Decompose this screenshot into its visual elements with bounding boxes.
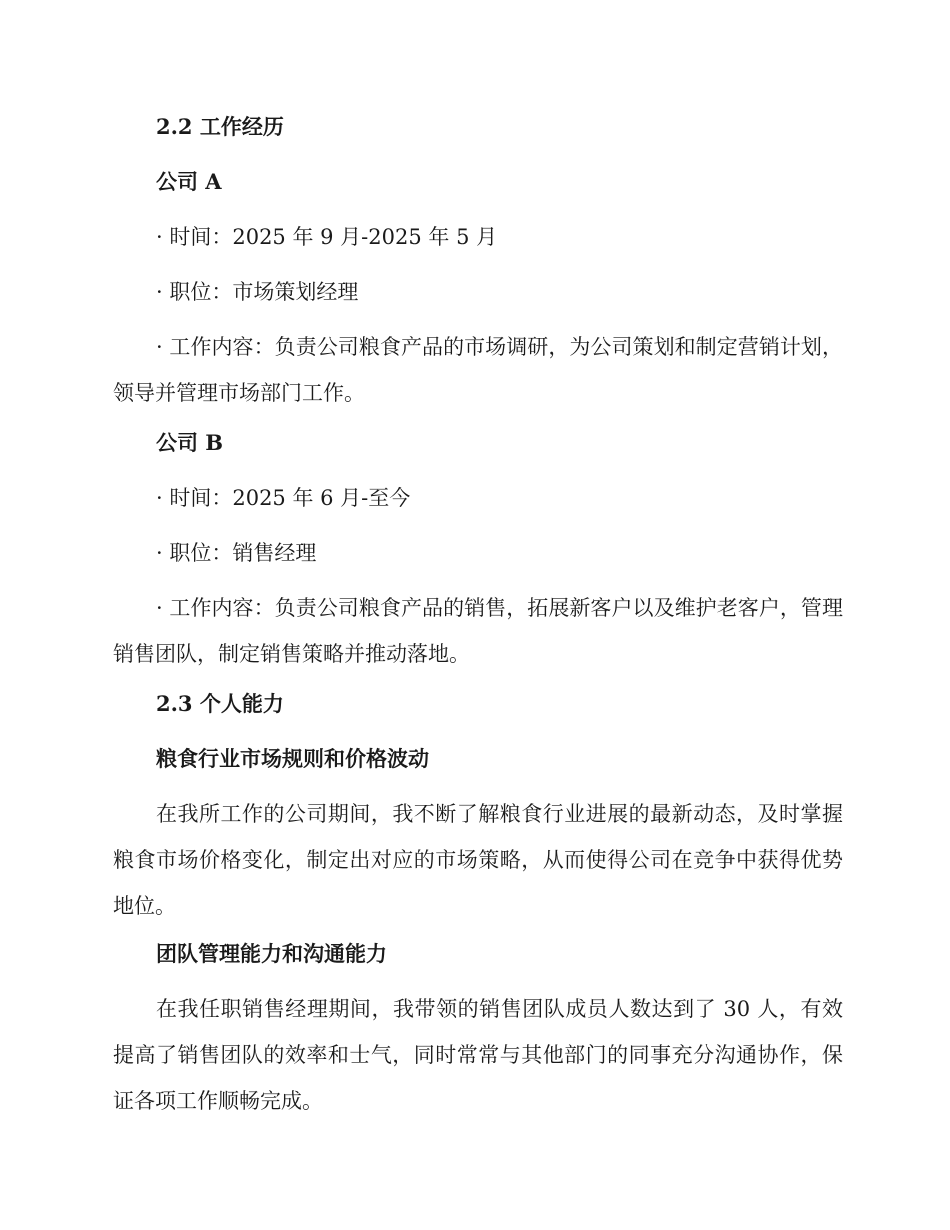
company-b-time: · 时间：2025 年 6 月-至今 [156, 486, 411, 510]
section-title-abilities: 2.3 个人能力 [156, 691, 284, 716]
section-title-experience: 2.2 工作经历 [156, 114, 284, 139]
company-a-position: · 职位：市场策划经理 [156, 280, 359, 304]
ability-text-team: 在我任职销售经理期间，我带领的销售团队成员人数达到了 30 人，有效提高了销售团队的效率和士气，同时常常与其他部门的同事充分沟通协作，保证各项工作顺畅完成。 [113, 997, 843, 1113]
company-a-name: 公司 A [156, 169, 222, 194]
company-b-name: 公司 B [156, 430, 224, 455]
company-a-duties: · 工作内容：负责公司粮食产品的市场调研，为公司策划和制定营销计划，领导并管理市场部门工作。 [113, 335, 843, 405]
company-a-time: · 时间：2025 年 9 月-2025 年 5 月 [156, 225, 498, 249]
ability-text-market: 在我所工作的公司期间，我不断了解粮食行业进展的最新动态，及时掌握粮食市场价格变化，制定出对应的市场策略，从而使得公司在竞争中获得优势地位。 [113, 802, 843, 918]
company-b-duties: · 工作内容：负责公司粮食产品的销售，拓展新客户以及维护老客户，管理销售团队，制定销售策略并推动落地。 [113, 596, 843, 666]
company-b-position: · 职位：销售经理 [156, 541, 317, 565]
ability-title-market: 粮食行业市场规则和价格波动 [156, 746, 429, 771]
ability-title-team: 团队管理能力和沟通能力 [156, 941, 387, 966]
